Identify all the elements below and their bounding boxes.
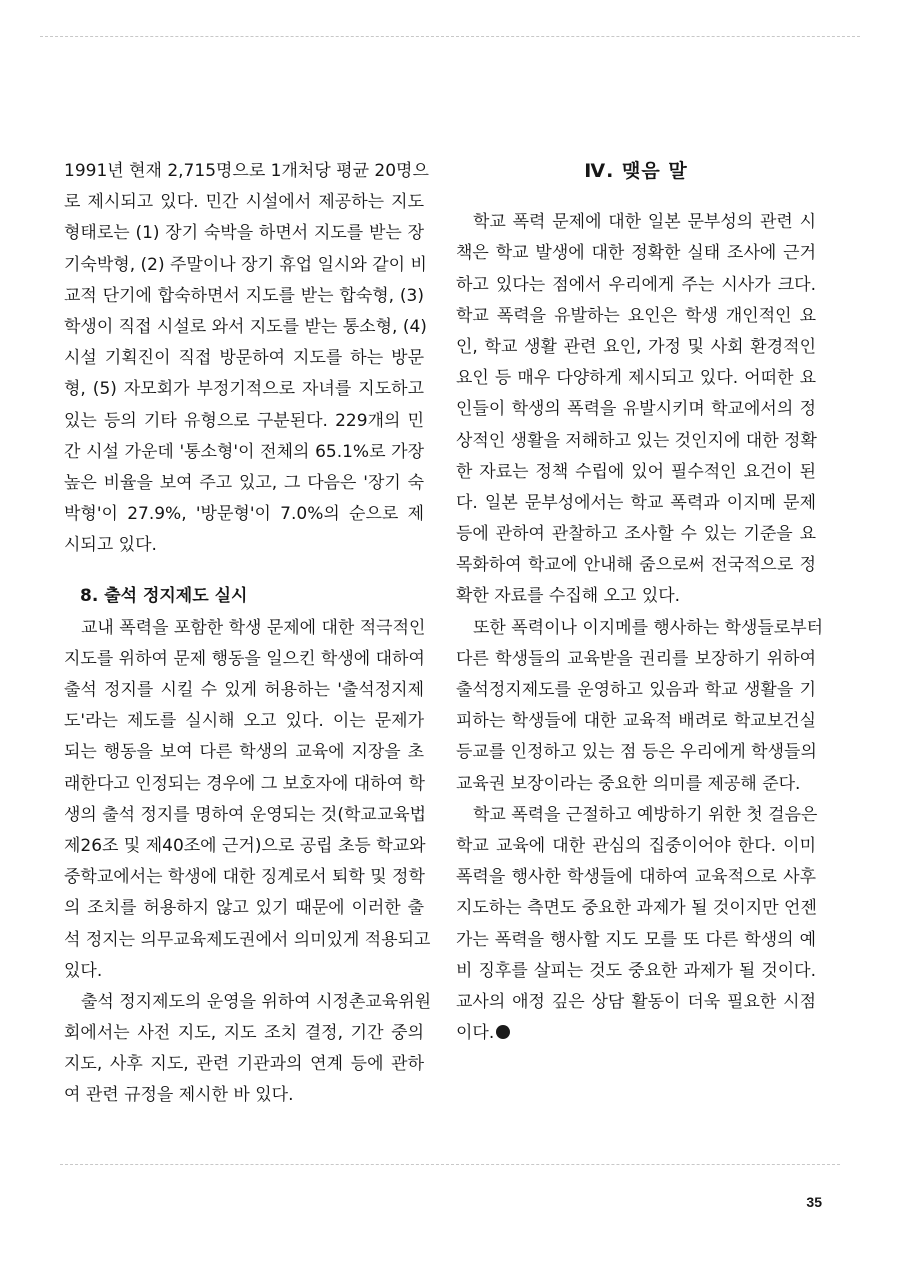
right-column [456,156,824,1049]
text-line: 상적인 생활을 저해하고 있는 것인지에 대한 정확 [456,430,817,451]
text-line: 있다. [64,960,103,981]
text-line: 하고 있다는 점에서 우리에게 주는 시사가 크다. [456,274,816,295]
text-line: 학교 폭력을 유발하는 요인은 학생 개인적인 요 [456,305,816,326]
left-column [64,156,432,1112]
text-line: 비 징후를 살피는 것도 중요한 과제가 될 것이다. [456,960,816,981]
text-line: 학교 폭력을 근절하고 예방하기 위한 첫 걸음은 [473,804,818,825]
text-line: 지도, 사후 지도, 관련 기관과의 연계 등에 관하 [64,1054,424,1075]
text-line: 교육권 보장이라는 중요한 의미를 제공해 준다. [456,773,801,794]
text-line: 석 정지는 의무교육제도권에서 의미있게 적용되고 [64,929,431,950]
text-line: 학교 교육에 대한 관심의 집중이어야 한다. 이미 [456,835,816,856]
text-line: 등교를 인정하고 있는 점 등은 우리에게 학생들의 [456,742,817,763]
text-line: 출석 정지제도의 운영을 위하여 시정촌교육위원 [81,991,432,1012]
text-line: 한 자료는 정책 수립에 있어 필수적인 요건이 된 [456,461,816,482]
text-line: 이다. [456,1018,816,1049]
text-line: 여 관련 규정을 제시한 바 있다. [64,1085,294,1106]
text-line: 피하는 학생들에 대한 교육적 배려로 학교보건실 [456,711,816,732]
text-line: 되는 행동을 보여 다른 학생의 교육에 지장을 초 [64,742,424,763]
left-paragraph-3 [64,987,432,1112]
text-line: 학생이 직접 시설로 와서 지도를 받는 통소형, (4) [64,316,427,337]
text-line: 학교 폭력 문제에 대한 일본 문부성의 관련 시 [473,212,816,233]
text-line: 래한다고 인정되는 경우에 그 보호자에 대하여 학 [64,773,425,794]
text-line: 기숙박형, (2) 주말이나 장기 휴업 일시와 같이 비 [64,254,427,275]
text-line: 도'라는 제도를 실시해 오고 있다. 이는 문제가 [64,711,424,732]
text-line: 확한 자료를 수집해 오고 있다. [456,586,681,607]
text-line: 로 제시되고 있다. 민간 시설에서 제공하는 지도 [64,192,424,213]
text-line: 시되고 있다. [64,535,157,556]
text-line: 생의 출석 정지를 명하여 운영되는 것(학교교육법 [64,804,427,825]
text-line: 폭력을 행사한 학생들에 대하여 교육적으로 사후 [456,867,816,888]
text-line: 형, (5) 자모회가 부정기적으로 자녀를 지도하고 [64,379,424,400]
text-line: 교내 폭력을 포함한 학생 문제에 대한 적극적인 [81,617,426,638]
text-line: 가는 폭력을 행사할 지도 모를 또 다른 학생의 예 [456,929,816,950]
text-line: 간 시설 가운데 '통소형'이 전체의 65.1%로 가장 [64,441,424,462]
left-paragraph-2 [64,613,431,987]
text-line: 인, 학교 생활 관련 요인, 가정 및 사회 환경적인 [456,336,816,357]
end-mark-icon [496,1025,510,1039]
text-line: 지도하는 측면도 중요한 과제가 될 것이지만 언젠 [456,898,817,919]
text-line: 요인 등 매우 다양하게 제시되고 있다. 어떠한 요 [456,368,816,389]
text-line: 있는 등의 기타 유형으로 구분된다. 229개의 민 [64,410,424,431]
section-heading-8: 8. 출석 정지제도 실시 [80,586,248,607]
text-line: 회에서는 사전 지도, 지도 조치 결정, 기간 중의 [64,1023,424,1044]
left-paragraph-1 [64,156,429,561]
text-line: 목화하여 학교에 안내해 줌으로써 전국적으로 정 [456,555,816,576]
text-line: 또한 폭력이나 이지메를 행사하는 학생들로부터 [473,617,824,638]
section-title-conclusion: Ⅳ. 맺음 말 [584,160,688,182]
text-line: 출석 정지를 시킬 수 있게 허용하는 '출석정지제 [64,680,424,700]
text-line: 교적 단기에 합숙하면서 지도를 받는 합숙형, (3) [64,285,424,306]
text-line: 형태로는 (1) 장기 숙박을 하면서 지도를 받는 장 [64,223,424,244]
right-paragraph-1 [456,207,816,612]
text-line: 의 조치를 허용하지 않고 있기 때문에 이러한 출 [64,898,424,919]
text-line: 등에 관하여 관찰하고 조사할 수 있는 기준을 요 [456,524,816,545]
text-line: 출석정지제도를 운영하고 있음과 학교 생활을 기 [456,680,816,700]
right-paragraph-2 [456,613,824,800]
top-rule [40,36,860,37]
text-line: 1991년 현재 2,715명으로 1개처당 평균 20명으 [64,161,429,181]
text-line: 박형'이 27.9%, '방문형'이 7.0%의 순으로 제 [64,504,424,525]
text-line: 다른 학생들의 교육받을 권리를 보장하기 위하여 [456,648,816,669]
right-paragraph-3 [456,800,816,1050]
text-line: 높은 비율을 보여 주고 있고, 그 다음은 '장기 숙 [64,472,424,493]
bottom-rule [60,1164,840,1165]
text-line: 책은 학교 발생에 대한 정확한 실태 조사에 근거 [456,243,816,264]
text-line: 제26조 및 제40조에 근거)으로 공립 초등 학교와 [64,835,426,856]
text-line: 지도를 위하여 문제 행동을 일으킨 학생에 대하여 [64,648,425,669]
text-line: 시설 기획진이 직접 방문하여 지도를 하는 방문 [64,348,424,369]
text-line: 인들이 학생의 폭력을 유발시키며 학교에서의 정 [456,399,816,420]
text-line: 다. 일본 문부성에서는 학교 폭력과 이지메 문제 [456,492,816,513]
text-line: 교사의 애정 깊은 상담 활동이 더욱 필요한 시점 [456,991,816,1012]
page-number: 35 [806,1194,822,1210]
text-line: 중학교에서는 학생에 대한 징계로서 퇴학 및 정학 [64,867,425,888]
